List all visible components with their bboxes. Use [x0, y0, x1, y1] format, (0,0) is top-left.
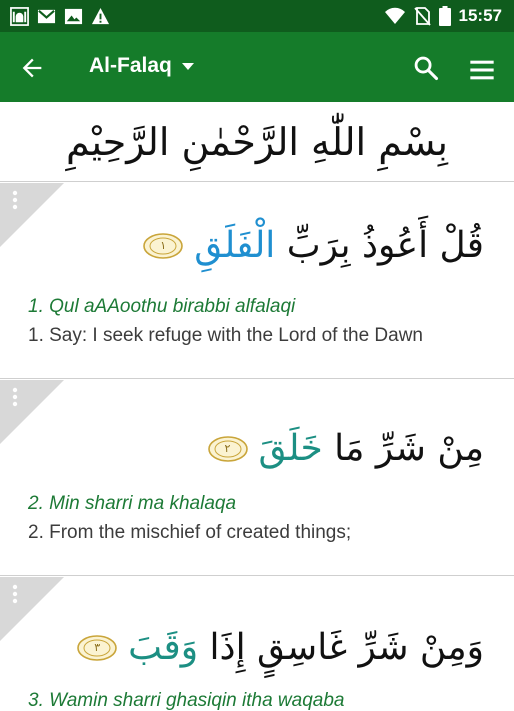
surah-selector[interactable] — [89, 54, 195, 78]
ayah-number-marker — [76, 634, 118, 662]
arabic-highlight: خَلَقَ — [258, 428, 323, 469]
arabic-highlight: وَقَبَ — [128, 627, 199, 668]
status-bar — [0, 0, 514, 32]
transliteration: 3. Wamin sharri ghasiqin itha waqaba — [28, 690, 345, 711]
app-bar — [0, 32, 514, 102]
mosque-icon — [10, 7, 29, 26]
ayah-number: ٣ — [94, 640, 101, 654]
wifi-icon — [385, 7, 405, 25]
image-icon — [64, 7, 83, 26]
more-options-icon[interactable] — [9, 189, 21, 213]
search-icon[interactable] — [412, 54, 440, 82]
ayah-number: ٢ — [224, 441, 231, 455]
ayah-number-marker — [207, 435, 249, 463]
status-time: 15:57 — [458, 6, 502, 25]
arabic-verse — [142, 225, 484, 266]
gmail-icon — [37, 7, 56, 26]
ayah-number: ١ — [160, 238, 167, 252]
no-sim-icon — [413, 6, 431, 26]
arabic-verse — [76, 627, 484, 668]
transliteration: 1. Qul aAAoothu birabbi alfalaqi — [28, 296, 296, 317]
verse-card-3[interactable] — [0, 577, 514, 711]
translation: 2. From the mischief of created things; — [28, 522, 352, 543]
menu-icon[interactable] — [468, 56, 496, 84]
arabic-text: مِنْ شَرِّ مَا — [322, 428, 484, 469]
ayah-number-marker — [142, 232, 184, 260]
verse-card-1[interactable] — [0, 183, 514, 379]
more-options-icon[interactable] — [9, 386, 21, 410]
bismillah-text: بِسْمِ اللّٰهِ الرَّحْمٰنِ الرَّحِيْمِ — [66, 119, 448, 164]
arabic-verse — [207, 428, 485, 469]
bismillah-header — [0, 102, 514, 182]
back-arrow-icon[interactable] — [18, 54, 46, 82]
more-options-icon[interactable] — [9, 583, 21, 607]
notification-icons — [10, 7, 110, 26]
translation: 1. Say: I seek refuge with the Lord of the Dawn — [28, 325, 424, 346]
page-title: Al-Falaq — [89, 54, 172, 77]
arabic-highlight: الْفَلَقِ — [194, 225, 276, 266]
system-icons — [385, 6, 502, 26]
verse-card-2[interactable] — [0, 380, 514, 576]
battery-icon — [439, 6, 451, 26]
transliteration: 2. Min sharri ma khalaqa — [28, 493, 237, 514]
dropdown-caret-icon — [181, 61, 195, 71]
arabic-text: قُلْ أَعُوذُ بِرَبِّ — [275, 225, 484, 266]
arabic-text: وَمِنْ شَرِّ غَاسِقٍ إِذَا — [198, 627, 484, 668]
warning-icon — [91, 7, 110, 26]
